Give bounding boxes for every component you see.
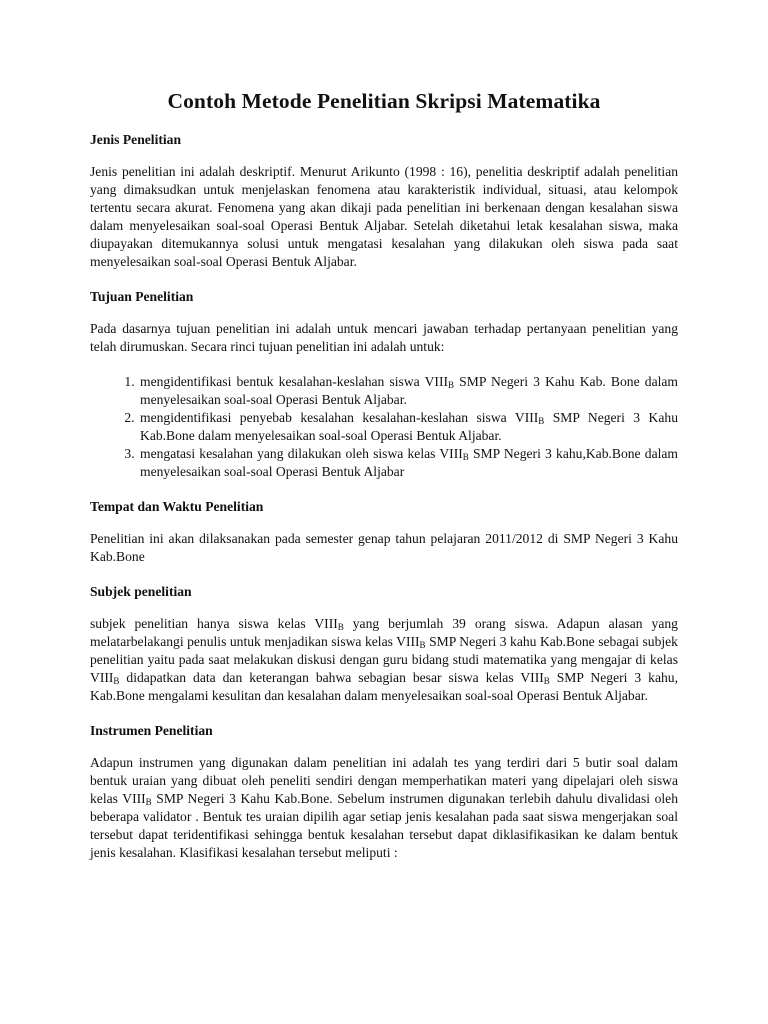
text-run: yang berjumlah 39 orang siswa. Adapun alasan yang melatarbelakangi penulis untuk menjadikan siswa kelas VIII xyxy=(90,616,678,649)
paragraph-subjek-penelitian xyxy=(90,615,678,705)
list-item xyxy=(138,409,678,445)
subscript: B xyxy=(145,797,152,807)
list-item xyxy=(138,445,678,481)
paragraph-tempat-waktu: Penelitian ini akan dilaksanakan pada semester genap tahun pelajaran 2011/2012 di SMP Negeri 3 Kahu Kab.Bone xyxy=(90,531,678,564)
subscript: B xyxy=(419,640,426,650)
text-run: Adapun instrumen yang digunakan dalam penelitian ini adalah tes yang terdiri dari 5 butir soal dalam bentuk uraian yang dibuat oleh peneliti sendiri dengan memperhatikan materi yang dipelajari oleh siswa kelas VIII xyxy=(90,755,678,806)
text-run: didapatkan data dan keterangan bahwa sebagian besar siswa kelas VIII xyxy=(119,670,544,685)
subscript: B xyxy=(543,676,550,686)
list-item xyxy=(138,373,678,409)
tujuan-list xyxy=(90,373,678,481)
document-page xyxy=(90,88,678,879)
subscript: B xyxy=(113,676,120,686)
subscript: B xyxy=(337,622,344,632)
heading-instrumen-penelitian: Instrumen Penelitian xyxy=(90,723,213,738)
text-run: SMP Negeri 3 kahu, Kab.Bone mengalami kesulitan dan kesalahan dalam menyelesaikan soal-soal Operasi Bentuk Aljabar. xyxy=(90,670,678,703)
subscript: B xyxy=(538,416,545,426)
text-run: subjek penelitian hanya siswa kelas VIII xyxy=(90,616,338,631)
list-item-text: mengidentifikasi penyebab kesalahan kesalahan-keslahan siswa VIII xyxy=(140,410,539,425)
subscript: B xyxy=(448,380,455,390)
paragraph-jenis-penelitian: Jenis penelitian ini adalah deskriptif. Menurut Arikunto (1998 : 16), penelitia deskriptif adalah penelitian yang dimaksudkan untuk menjelaskan fenomena atau karakteristik individual, situasi, atau kelompok tertentu secara akurat. Fenomena yang akan dikaji pada penelitian ini berkenaan dengan kesalahan siswa dalam menyelesaikan soal-soal Operasi Bentuk Aljabar. Setelah diketahui letak kesalahan siswa, maka diupayakan ditemukannya solusi untuk mengatasi kesalahan yang dilakukan oleh siswa pada saat menyelesaikan soal-soal Operasi Bentuk Aljabar. xyxy=(90,164,678,269)
list-item-text: SMP Negeri 3 kahu,Kab.Bone dalam menyelesaikan soal-soal Operasi Bentuk Aljabar xyxy=(140,446,678,479)
subscript: B xyxy=(462,452,469,462)
list-item-text: mengatasi kesalahan yang dilakukan oleh siswa kelas VIII xyxy=(140,446,463,461)
document-title: Contoh Metode Penelitian Skripsi Matematika xyxy=(167,89,601,113)
heading-tempat-waktu: Tempat dan Waktu Penelitian xyxy=(90,499,264,514)
text-run: SMP Negeri 3 Kahu Kab.Bone. Sebelum instrumen digunakan terlebih dahulu divalidasi oleh beberapa validator . Bentuk tes uraian dipilih agar setiap jenis kesalahan pada saat siswa mengerjakan soal tersebut dapat teridentifikasi sehingga bentuk kesalahan tersebut dapat diklasifikasikan ke dalam bentuk jenis kesalahan. Klasifikasi kesalahan tersebut meliputi : xyxy=(90,791,678,860)
heading-jenis-penelitian: Jenis Penelitian xyxy=(90,132,182,147)
text-run: SMP Negeri 3 kahu Kab.Bone sebagai subjek penelitian yaitu pada saat melakukan diskusi dengan guru bidang studi matematika yang mengajar di kelas VIII xyxy=(90,634,678,685)
list-item-text: SMP Negeri 3 Kahu Kab.Bone dalam menyelesaikan soal-soal Operasi Bentuk Aljabar. xyxy=(140,410,678,443)
paragraph-tujuan-penelitian: Pada dasarnya tujuan penelitian ini adalah untuk mencari jawaban terhadap pertanyaan penelitian yang telah dirumuskan. Secara rinci tujuan penelitian ini adalah untuk: xyxy=(90,321,678,354)
heading-subjek-penelitian: Subjek penelitian xyxy=(90,584,192,599)
paragraph-instrumen-penelitian xyxy=(90,754,678,862)
list-item-text: SMP Negeri 3 Kahu Kab. Bone dalam menyelesaikan soal-soal Operasi Bentuk Aljabar. xyxy=(140,374,678,407)
heading-tujuan-penelitian: Tujuan Penelitian xyxy=(90,289,194,304)
list-item-text: mengidentifikasi bentuk kesalahan-keslahan siswa VIII xyxy=(140,374,449,389)
